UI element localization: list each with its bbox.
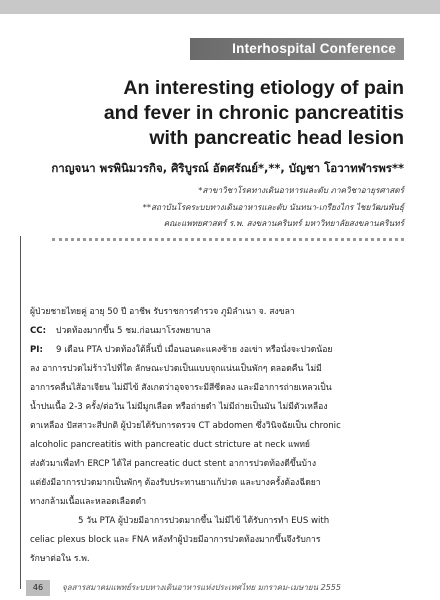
intro-line: ผู้ป่วยชายไทยคู่ อายุ 50 ปี อาชีพ รับราชการตำรวจ ภูมิลำเนา จ. สงขลา (30, 307, 295, 317)
article-title (24, 76, 404, 151)
pi-line-7: ส่งตัวมาเพื่อทำ ERCP ได้ใส่ pancreatic duct stent อาการปวดท้องดีขึ้นบ้าง (30, 459, 317, 469)
page-number: 46 (26, 580, 50, 596)
para2-line-3: รักษาต่อใน ร.พ. (30, 554, 90, 564)
affiliation-1: *สาขาวิชาโรคทางเดินอาหารและตับ ภาควิชาอายุรศาสตร์ (198, 185, 404, 195)
pi-text: 9 เดือน PTA ปวดท้องใต้ลิ้นปี่ เมื่อนอนตะแคงซ้าย งอเข่า หรือนั่งจะปวดน้อย (56, 345, 333, 355)
para2-line-1: 5 วัน PTA ผู้ป่วยมีอาการปวดมากขึ้น ไม่มีไข้ ได้รับการทำ EUS with (78, 516, 330, 526)
title-line-2: and fever in chronic pancreatitis (103, 102, 404, 124)
pi-line-3: อาการคลื่นไส้อาเจียน ไม่มีไข้ สังเกตว่าอุจจาระมีสีซีดลง และมีอาการถ่ายเหลวเป็น (30, 383, 332, 393)
cc-text: ปวดท้องมากขึ้น 5 ชม.ก่อนมาโรงพยาบาล (56, 326, 211, 336)
top-decorative-stripe (0, 0, 440, 14)
pi-line-9: ทางกล้ามเนื้อและหลอดเลือดดำ (30, 497, 147, 507)
left-margin-rule (20, 236, 21, 589)
para2-line-2: celiac plexus block และ FNA หลังทำผู้ป่วยมีอาการปวดท้องมากขึ้นจึงรับการ (30, 535, 321, 545)
title-line-1: An interesting etiology of pain (123, 77, 404, 99)
page-footer (26, 580, 416, 596)
pi-line-2: ลง อาการปวดไม่ร้าวไปที่ใด ลักษณะปวดเป็นแบบจุกแน่นเป็นพักๆ ตลอดคืน ไม่มี (30, 364, 322, 374)
section-banner: Interhospital Conference (190, 38, 404, 60)
author-list: กาญจนา พรพินิมวรกิจ, ศิริบูรณ์ อัตศรัณย์*,**, บัญชา โอวาทฬารพร** (51, 161, 404, 175)
case-body (30, 303, 410, 569)
affiliation-2: **สถาบันโรคระบบทางเดินอาหารและตับ นันทนา-เกรียงไกร ไชยวัฒนพันธุ์ (142, 202, 404, 212)
cc-line (30, 322, 410, 341)
journal-name: จุลสารสมาคมแพทย์ระบบทางเดินอาหารแห่งประเทศไทย มกราคม-เมษายน 2555 (62, 583, 341, 592)
pi-line-8: แต่ยังมีอาการปวดมากเป็นพักๆ ต้องรับประทานยาแก้ปวด และบางครั้งต้องฉีดยา (30, 478, 321, 488)
affiliation-3: คณะแพทยศาสตร์ ร.พ. สงขลานครินทร์ มหาวิทยาลัยสงขลานครินทร์ (163, 218, 404, 228)
pi-label: PI: (30, 345, 43, 355)
pi-line-1 (30, 341, 410, 360)
cc-label: CC: (30, 326, 47, 336)
pi-line-4: น้ำปนเนื้อ 2-3 ครั้ง/ต่อวัน ไม่มีมูกเลือด หรือถ่ายดำ ไม่มีถ่ายเป็นมัน ไม่มีตัวเหลือง (30, 402, 328, 412)
pi-line-6: alcoholic pancreatitis with pancreatic duct stricture at neck แพทย์ (30, 440, 310, 450)
pi-line-5: ตาเหลือง ปัสสาวะสีปกติ ผู้ป่วยได้รับการตรวจ CT abdomen ซึ่งวินิจฉัยเป็น chronic (30, 421, 341, 431)
title-line-3: with pancreatic head lesion (149, 127, 404, 149)
dotted-divider (52, 238, 404, 241)
